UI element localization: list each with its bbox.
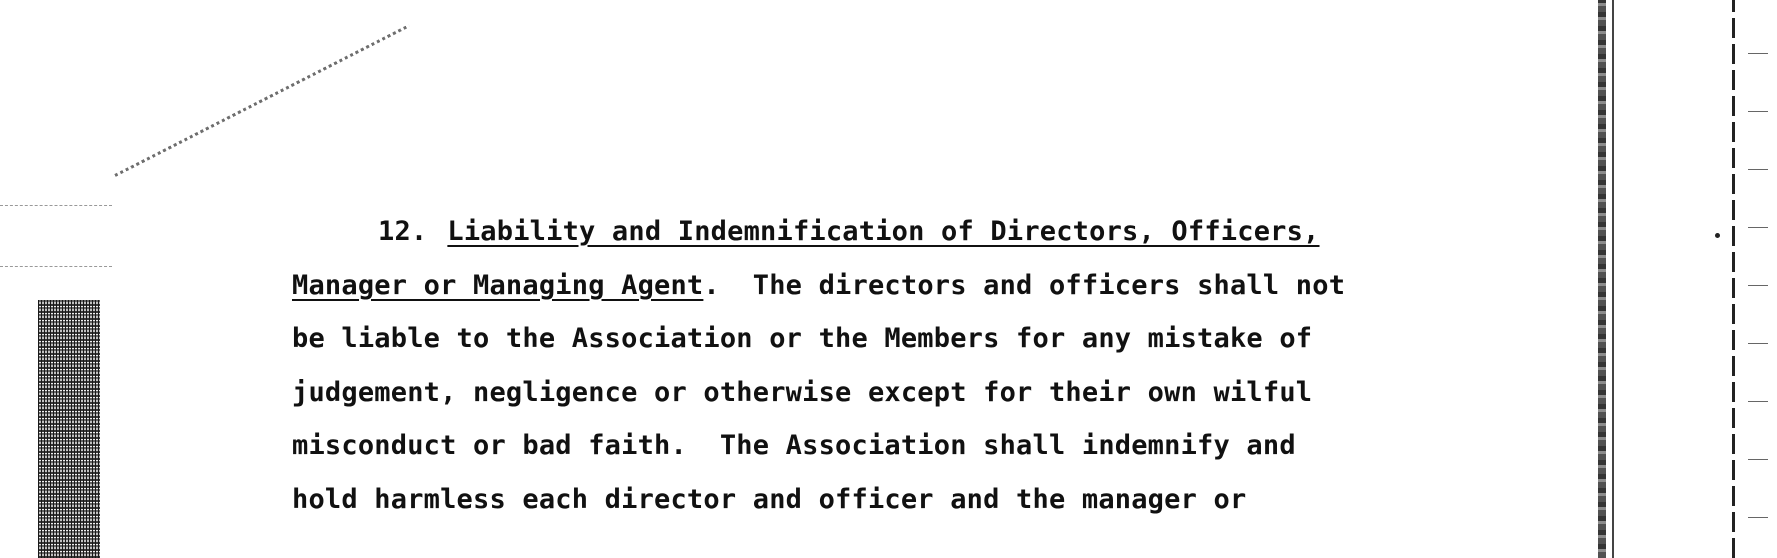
scan-dot-artifact (1715, 233, 1720, 238)
scan-diagonal-artifact (114, 24, 409, 176)
heading-period: . (703, 269, 720, 301)
paragraph-line-3: judgement, negligence or otherwise except for their own wilful (292, 376, 1313, 408)
scan-right-rule-artifact (1612, 0, 1614, 558)
paragraph-line-2: be liable to the Association or the Members for any mistake of (292, 323, 1313, 354)
scan-left-stripe-artifact (38, 300, 100, 558)
paragraph-line-5: hold harmless each director and officer and the manager or (292, 483, 1247, 515)
paragraph-line-4: misconduct or bad faith. The Association shall indemnify and (292, 430, 1296, 461)
scan-right-margin-artifact (1732, 0, 1735, 558)
paragraph-line-1-text: The directors and officers shall not (719, 269, 1346, 301)
heading-line (292, 205, 1412, 259)
scan-left-frame-artifact (0, 205, 112, 267)
paragraph-line-1 (292, 259, 1412, 313)
section-number: 12. (378, 216, 428, 247)
document-body (292, 205, 1412, 526)
scan-right-ticks-artifact (1748, 0, 1768, 558)
scan-right-border-artifact (1598, 0, 1606, 558)
section-heading-part2: Manager or Managing Agent (292, 269, 704, 301)
section-heading-part1: Liability and Indemnification of Directors, Officers, (447, 216, 1320, 247)
